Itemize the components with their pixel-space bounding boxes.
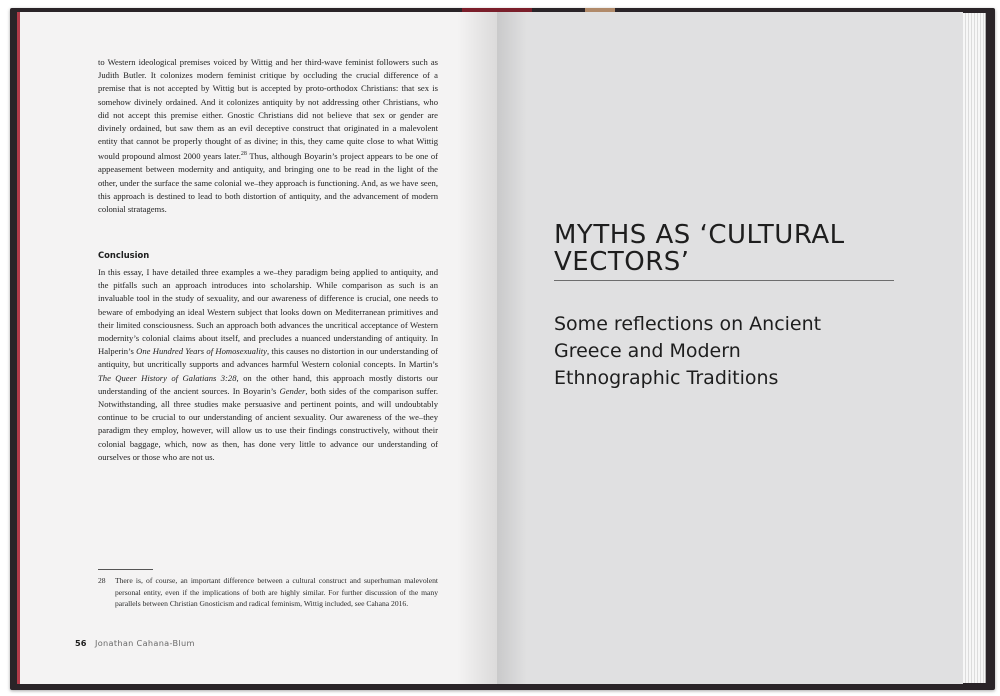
subtitle-line-1: Some reflections on Ancient [554, 313, 822, 335]
book-title-italic: The Queer History of Galatians 3:28 [98, 372, 237, 383]
running-author: Jonathan Cahana-Blum [95, 638, 195, 648]
footnote [98, 575, 438, 610]
book-title-italic: Gender [279, 385, 306, 396]
footnote-rule [98, 569, 153, 570]
footnote-number: 28 [98, 576, 106, 585]
paragraph-text: , on the other hand, this approach mostly distorts our understanding of the ancient sources. In Boyarin’s [98, 372, 438, 396]
page-number: 56 [75, 638, 87, 648]
paragraph-text: , this causes no distortion in our understanding of antiquity, but uncritically supports and advances harmful Western colonial concepts. In Martin’s [98, 346, 439, 370]
footnote-reference: 28 [240, 151, 247, 158]
conclusion-paragraph [98, 266, 438, 464]
page-edges [963, 13, 986, 683]
paragraph-text: , both sides of the comparison suffer. Notwithstanding, all three studies make persuasive and pertinent points, and will undoubtably continue to be crucial to our understanding of ancient sexuality. Our awareness of the we–they paradigm they employ, however, will allow us to use their findings constructively, without their colonial baggage, which, now as then, has done very little to advance our understanding of ourselves or those who are not us. [98, 385, 438, 462]
paragraph-text: In this essay, I have detailed three examples a we–they paradigm being applied to antiquity, and the pitfalls such an approach introduces into scholarship. While comparison as such is an invaluable tool in the study of sexuality, and our awareness of difference is crucial, one needs to beware of embodying an ideal Western subject that looks down on Mediterranean primitives and their limited consciousness. Such an approach both advances the uncritical acceptance of Western modernity’s colonial claims about itself, and precludes a nuanced understanding of antiquity. In Halperin’s [98, 267, 438, 357]
subtitle-line-3: Ethnographic Traditions [554, 367, 779, 389]
chapter-title-line-1: MYTHS AS ‘CULTURAL [554, 220, 845, 250]
body-paragraph-1 [98, 56, 438, 216]
paragraph-text: Thus, although Boyarin’s project appears to be one of appeasement between modernity and antiquity, and bringing one to be read in the light of the other, under the surface the same colonial we–they approach is functioning. And, as we have seen, this approach is destined to lead to both distortion of antiquity, and the advancement of modern colonial stratagems. [98, 151, 438, 215]
chapter-title-line-2: VECTORS’ [554, 247, 690, 277]
chapter-subtitle [554, 311, 854, 392]
title-rule [554, 280, 894, 281]
subtitle-line-2: Greece and Modern [554, 340, 741, 362]
book-title-italic: One Hundred Years of Homosexuality [136, 346, 267, 357]
chapter-title [554, 222, 894, 276]
footnote-text: There is, of course, an important difference between a cultural construct and superhuman malevolent personal entity, even if the implications of both are highly similar. For further discussion of the many parallels between Christian Gnosticism and radical feminism, Wittig included, see Cahana 2016. [115, 576, 438, 609]
section-heading: Conclusion [98, 250, 150, 260]
paragraph-text: to Western ideological premises voiced by Wittig and her third-wave feminist followers such as Judith Butler. It colonizes modern feminist critique by occluding the crucial difference of a premise that is not accepted by Wittig but is accepted by proto-orthodox Christians: that sex is somehow divinely ordained. And it colonizes antiquity by not addressing other Christians, who did not accept this premise either. Gnostic Christians did not believe that sex or gender are divinely ordained, but saw them as an evil deceptive construct that originated in a malevolent entity that cannot be properly thought of as divine; in this, they came quite close to what Wittig would propound almost 2000 years later. [98, 57, 438, 162]
running-footer [75, 638, 195, 648]
